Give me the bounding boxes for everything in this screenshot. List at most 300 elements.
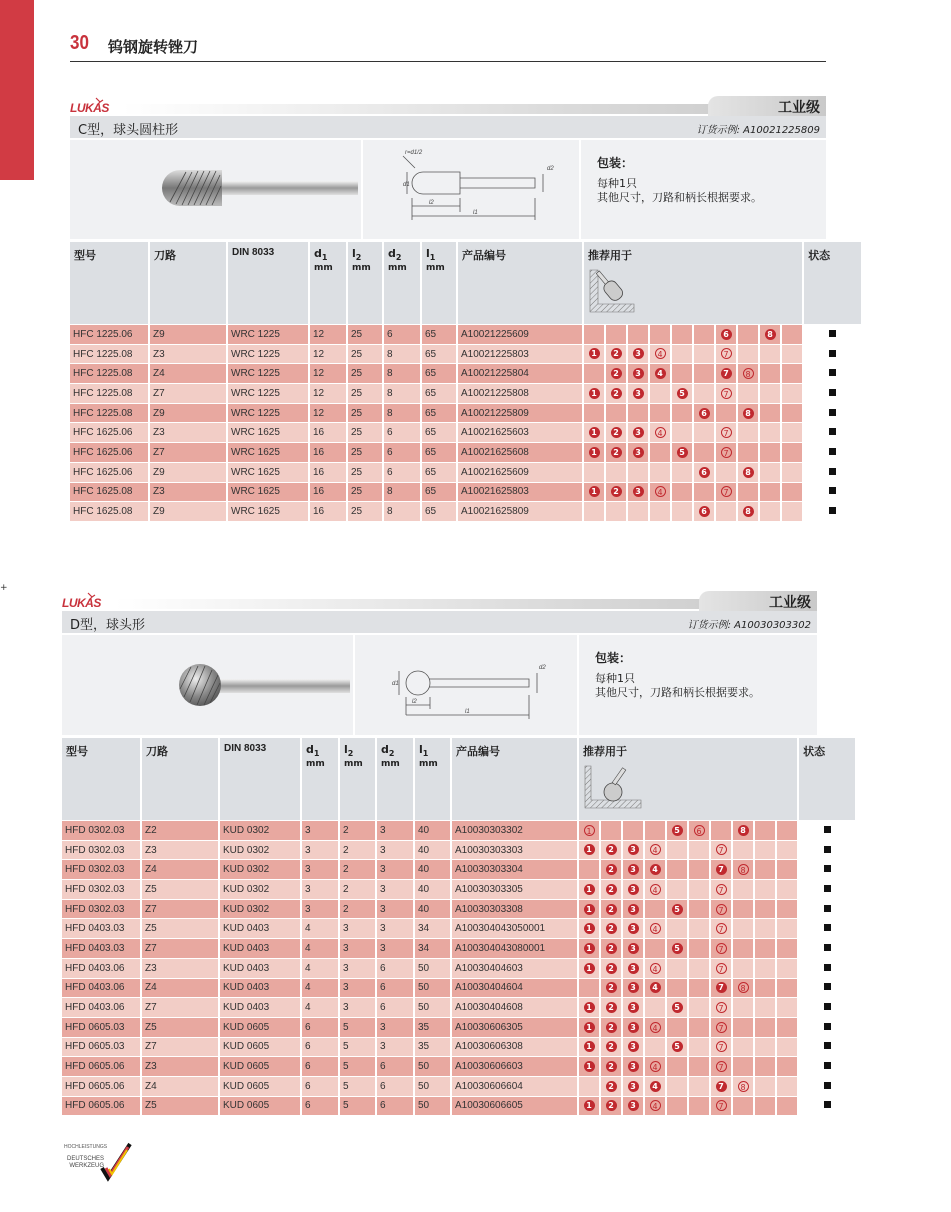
cell-d1: 4: [302, 919, 338, 938]
cell-model: HFD 0403.06: [62, 959, 140, 978]
recommend-cell: [601, 919, 621, 938]
recommend-cell: [601, 900, 621, 919]
recommend-cell: [623, 841, 643, 860]
spec-table: [60, 737, 857, 1116]
recommend-number-badge: 5: [672, 1002, 683, 1013]
cell-din: KUD 0403: [220, 959, 300, 978]
recommend-cell: [628, 384, 648, 403]
table-row: [62, 939, 855, 958]
recommend-number-badge: 8: [738, 982, 749, 993]
recommend-cell: [628, 364, 648, 383]
recommend-cell: [738, 364, 758, 383]
cell-cut: Z5: [142, 919, 218, 938]
cell-cut: Z7: [150, 384, 226, 403]
cell-product: A10021225609: [458, 325, 582, 344]
recommend-number-badge: 3: [633, 486, 644, 497]
cell-din: KUD 0403: [220, 998, 300, 1017]
recommend-number-badge: 2: [606, 884, 617, 895]
recommend-cell: [645, 939, 665, 958]
banner: [62, 591, 817, 611]
recommend-cell: [777, 1097, 797, 1116]
recommend-cell: [623, 1077, 643, 1096]
recommend-cell: [782, 404, 802, 423]
recommend-cell: [672, 345, 692, 364]
cell-d2: 8: [384, 345, 420, 364]
cell-model: HFD 0302.03: [62, 860, 140, 879]
cell-d2: 3: [377, 1018, 413, 1037]
cell-l2: 25: [348, 325, 382, 344]
recommend-cell: [782, 502, 802, 521]
cell-product: A10030303304: [452, 860, 577, 879]
cell-din: KUD 0302: [220, 841, 300, 860]
col-recommend: 推荐用于: [579, 738, 797, 820]
recommend-cell: [650, 463, 670, 482]
cell-din: WRC 1625: [228, 483, 308, 502]
cell-din: KUD 0403: [220, 939, 300, 958]
recommend-cell: [667, 959, 687, 978]
recommend-cell: [689, 821, 709, 840]
cell-l1: 50: [415, 979, 450, 998]
table-row: [70, 423, 861, 442]
recommend-number-badge: 6: [721, 329, 732, 340]
banner: [70, 96, 826, 116]
recommend-number-badge: 2: [611, 427, 622, 438]
recommend-number-badge: 3: [628, 1041, 639, 1052]
cell-din: KUD 0403: [220, 919, 300, 938]
cell-cut: Z3: [142, 841, 218, 860]
table-row: [62, 919, 855, 938]
recommend-cell: [738, 443, 758, 462]
cell-model: HFC 1625.06: [70, 423, 148, 442]
recommend-cell: [623, 1018, 643, 1037]
recommend-cell: [667, 860, 687, 879]
svg-text:l1: l1: [473, 210, 478, 216]
recommend-cell: [584, 443, 604, 462]
recommend-cell: [760, 345, 780, 364]
cell-d1: 12: [310, 345, 346, 364]
recommend-cell: [733, 860, 753, 879]
recommend-number-badge: 7: [721, 427, 732, 438]
recommend-cell: [623, 998, 643, 1017]
cell-d1: 3: [302, 880, 338, 899]
status-cell: [799, 1038, 855, 1057]
in-stock-square-icon: [824, 1101, 831, 1108]
recommend-cell: [738, 325, 758, 344]
in-stock-square-icon: [824, 865, 831, 872]
recommend-cell: [777, 1038, 797, 1057]
packaging-title: 包装：: [597, 156, 634, 170]
recommend-cell: [755, 1038, 775, 1057]
in-stock-square-icon: [824, 1003, 831, 1010]
recommend-cell: [760, 463, 780, 482]
recommend-number-badge: 1: [584, 1041, 595, 1052]
cell-product: A10021625608: [458, 443, 582, 462]
cell-d1: 3: [302, 821, 338, 840]
packaging-info: [579, 635, 817, 735]
cell-d1: 3: [302, 900, 338, 919]
cell-model: HFC 1625.06: [70, 443, 148, 462]
cell-product: A10030303303: [452, 841, 577, 860]
cell-d1: 16: [310, 502, 346, 521]
recommend-cell: [601, 860, 621, 879]
cell-d2: 3: [377, 900, 413, 919]
recommend-cell: [694, 423, 714, 442]
cell-d1: 12: [310, 364, 346, 383]
cell-model: HFD 0403.03: [62, 919, 140, 938]
red-side-tab: [0, 0, 34, 180]
recommend-cell: [716, 483, 736, 502]
recommend-number-badge: 1: [584, 1100, 595, 1111]
cell-l1: 34: [415, 939, 450, 958]
status-cell: [804, 443, 861, 462]
recommend-cell: [782, 483, 802, 502]
recommend-cell: [628, 423, 648, 442]
cell-l1: 40: [415, 821, 450, 840]
recommend-cell: [777, 1077, 797, 1096]
cell-din: KUD 0605: [220, 1018, 300, 1037]
recommend-cell: [694, 364, 714, 383]
recommend-cell: [694, 404, 714, 423]
recommend-cell: [689, 900, 709, 919]
recommend-number-badge: 2: [606, 904, 617, 915]
cell-l2: 25: [348, 384, 382, 403]
recommend-cell: [672, 423, 692, 442]
table-row: [62, 880, 855, 899]
cell-cut: Z3: [150, 345, 226, 364]
cell-model: HFD 0302.03: [62, 841, 140, 860]
cell-cut: Z4: [142, 979, 218, 998]
cell-l1: 35: [415, 1018, 450, 1037]
recommend-cell: [584, 423, 604, 442]
recommend-number-badge: 1: [589, 447, 600, 458]
cell-d1: 12: [310, 325, 346, 344]
cell-product: A100304043050001: [452, 919, 577, 938]
recommend-cell: [711, 900, 731, 919]
cell-d2: 6: [377, 1057, 413, 1076]
recommend-number-badge: 7: [721, 388, 732, 399]
cell-product: A10021625809: [458, 502, 582, 521]
recommend-cell: [601, 821, 621, 840]
cell-l2: 25: [348, 483, 382, 502]
cell-din: WRC 1225: [228, 325, 308, 344]
packaging-line-2: 其他尺寸，刀路和柄长根据要求。: [595, 686, 760, 699]
svg-text:r=d1/2: r=d1/2: [405, 150, 423, 156]
recommend-cell: [777, 1057, 797, 1076]
cell-d2: 6: [377, 1077, 413, 1096]
cell-din: WRC 1225: [228, 345, 308, 364]
in-stock-square-icon: [829, 428, 836, 435]
recommend-cell: [738, 463, 758, 482]
recommend-number-badge: 3: [628, 1022, 639, 1033]
recommend-cell: [738, 384, 758, 403]
cell-l1: 40: [415, 880, 450, 899]
cell-l1: 40: [415, 900, 450, 919]
status-cell: [799, 1018, 855, 1037]
cell-cut: Z3: [150, 423, 226, 442]
recommend-number-badge: 3: [628, 1002, 639, 1013]
recommend-cell: [650, 404, 670, 423]
recommend-cell: [716, 463, 736, 482]
order-example: 订货示例: A10021225809: [696, 125, 820, 136]
recommend-cell: [650, 502, 670, 521]
recommend-number-badge: 8: [738, 1081, 749, 1092]
recommend-cell: [755, 880, 775, 899]
recommend-cell: [667, 1038, 687, 1057]
cell-cut: Z5: [142, 1018, 218, 1037]
footer-logo-small: HOCHLEISTUNGS: [64, 1144, 108, 1150]
cell-din: KUD 0605: [220, 1077, 300, 1096]
recommend-cell: [606, 423, 626, 442]
cell-l1: 40: [415, 841, 450, 860]
cell-din: KUD 0302: [220, 821, 300, 840]
recommend-number-badge: 2: [606, 963, 617, 974]
cell-d2: 3: [377, 841, 413, 860]
status-cell: [804, 325, 861, 344]
recommend-number-badge: 4: [650, 982, 661, 993]
cell-l2: 3: [340, 979, 375, 998]
recommend-number-badge: 3: [633, 388, 644, 399]
packaging-title: 包装：: [595, 651, 632, 665]
cell-d1: 16: [310, 443, 346, 462]
recommend-number-badge: 7: [721, 368, 732, 379]
recommend-number-badge: 6: [699, 506, 710, 517]
col-l1: $l_1$ mm: [415, 738, 450, 820]
status-cell: [799, 1057, 855, 1076]
cell-l1: 50: [415, 1077, 450, 1096]
recommend-number-badge: 7: [716, 1022, 727, 1033]
recommend-number-badge: 7: [716, 844, 727, 855]
grade-label: 工业级: [778, 100, 820, 116]
packaging-line-1: 每种1只: [597, 177, 637, 190]
status-cell: [804, 384, 861, 403]
cell-din: WRC 1225: [228, 404, 308, 423]
lukas-logo: [70, 96, 118, 116]
recommend-number-badge: 1: [584, 884, 595, 895]
recommend-number-badge: 1: [589, 486, 600, 497]
grade-tab: [699, 591, 817, 611]
table-row: [70, 384, 861, 403]
recommend-cell: [672, 404, 692, 423]
recommend-cell: [733, 880, 753, 899]
recommend-cell: [777, 1018, 797, 1037]
cell-l2: 5: [340, 1018, 375, 1037]
table-row: [70, 404, 861, 423]
cell-d1: 3: [302, 841, 338, 860]
recommend-cell: [777, 998, 797, 1017]
recommend-cell: [650, 483, 670, 502]
status-cell: [799, 900, 855, 919]
cell-d1: 12: [310, 404, 346, 423]
cell-product: A10021625609: [458, 463, 582, 482]
recommend-cell: [645, 1097, 665, 1116]
cell-l2: 3: [340, 939, 375, 958]
table-row: [70, 463, 861, 482]
recommend-number-badge: 2: [606, 1061, 617, 1072]
cell-product: A10030606308: [452, 1038, 577, 1057]
table-row: [70, 502, 861, 521]
cell-cut: Z2: [142, 821, 218, 840]
cell-l1: 50: [415, 959, 450, 978]
cell-d2: 6: [377, 1097, 413, 1116]
cell-model: HFC 1625.08: [70, 502, 148, 521]
recommend-number-badge: 3: [628, 963, 639, 974]
in-stock-square-icon: [824, 944, 831, 951]
recommend-cell: [733, 1077, 753, 1096]
recommend-cell: [689, 998, 709, 1017]
recommend-cell: [755, 919, 775, 938]
recommend-number-badge: 2: [606, 1100, 617, 1111]
cell-product: A10030404604: [452, 979, 577, 998]
recommend-cell: [689, 959, 709, 978]
in-stock-square-icon: [824, 885, 831, 892]
recommend-number-badge: 5: [677, 388, 688, 399]
cell-din: WRC 1225: [228, 384, 308, 403]
cell-product: A10030606605: [452, 1097, 577, 1116]
recommend-number-badge: 3: [628, 1061, 639, 1072]
table-row: [62, 1097, 855, 1116]
recommend-cell: [711, 998, 731, 1017]
cell-cut: Z4: [142, 1077, 218, 1096]
recommend-cell: [755, 841, 775, 860]
cell-cut: Z7: [142, 998, 218, 1017]
recommend-cell: [650, 443, 670, 462]
cell-din: WRC 1225: [228, 364, 308, 383]
cell-l2: 3: [340, 959, 375, 978]
recommend-cell: [716, 325, 736, 344]
recommend-cell: [711, 939, 731, 958]
recommend-cell: [760, 423, 780, 442]
recommend-number-badge: 1: [584, 943, 595, 954]
recommend-cell: [584, 325, 604, 344]
recommend-cell: [694, 483, 714, 502]
recommend-cell: [733, 1097, 753, 1116]
cell-d2: 3: [377, 919, 413, 938]
cell-product: A10021225803: [458, 345, 582, 364]
recommend-cell: [579, 1077, 599, 1096]
recommend-number-badge: 1: [584, 1061, 595, 1072]
burr-cylinder-photo-icon: [70, 140, 361, 239]
recommend-number-badge: 7: [721, 486, 732, 497]
in-stock-square-icon: [824, 1082, 831, 1089]
recommend-cell: [579, 1038, 599, 1057]
recommend-cell: [601, 998, 621, 1017]
recommend-cell: [716, 423, 736, 442]
footer-logo: [64, 1140, 136, 1184]
cell-product: A10030404608: [452, 998, 577, 1017]
recommend-number-badge: 5: [677, 447, 688, 458]
col-d2: $d_2$ mm: [377, 738, 413, 820]
recommend-number-badge: 7: [716, 1002, 727, 1013]
cell-cut: Z7: [142, 1038, 218, 1057]
recommend-cell: [601, 1018, 621, 1037]
cell-product: A10030606603: [452, 1057, 577, 1076]
cell-model: HFC 1225.08: [70, 384, 148, 403]
recommend-number-badge: 7: [716, 1041, 727, 1052]
recommend-cell: [672, 364, 692, 383]
recommend-cell: [782, 325, 802, 344]
cell-model: HFD 0605.03: [62, 1038, 140, 1057]
cell-product: A10030404603: [452, 959, 577, 978]
cell-d2: 3: [377, 821, 413, 840]
table-row: [62, 1038, 855, 1057]
recommend-cell: [733, 1057, 753, 1076]
cell-d2: 3: [377, 1038, 413, 1057]
recommend-cell: [760, 483, 780, 502]
recommend-cell: [733, 1018, 753, 1037]
recommend-number-badge: 3: [633, 427, 644, 438]
status-cell: [799, 919, 855, 938]
status-cell: [799, 880, 855, 899]
status-cell: [799, 821, 855, 840]
cell-d1: 16: [310, 423, 346, 442]
product-photo: [70, 140, 361, 239]
recommend-cell: [667, 919, 687, 938]
recommend-cell: [645, 1038, 665, 1057]
recommend-cell: [623, 880, 643, 899]
recommend-cell: [667, 1057, 687, 1076]
recommend-cell: [579, 1057, 599, 1076]
cell-cut: Z9: [150, 325, 226, 344]
recommend-cell: [689, 841, 709, 860]
cell-l2: 5: [340, 1097, 375, 1116]
recommend-number-badge: 4: [650, 884, 661, 895]
recommend-cell: [584, 463, 604, 482]
svg-text:d1: d1: [403, 182, 410, 188]
cell-model: HFC 1225.08: [70, 404, 148, 423]
crosshair-mark: +: [0, 583, 8, 593]
recommend-cell: [623, 860, 643, 879]
recommend-number-badge: 7: [716, 923, 727, 934]
cell-cut: Z5: [142, 1097, 218, 1116]
recommend-cell: [667, 900, 687, 919]
col-status: 状态: [799, 738, 855, 820]
recommend-cell: [584, 502, 604, 521]
in-stock-square-icon: [829, 330, 836, 337]
recommend-cell: [689, 919, 709, 938]
cell-d1: 6: [302, 1057, 338, 1076]
cell-l1: 65: [422, 463, 456, 482]
cell-d2: 6: [384, 325, 420, 344]
cell-l1: 50: [415, 1097, 450, 1116]
cell-cut: Z3: [142, 1057, 218, 1076]
recommend-cell: [716, 502, 736, 521]
recommend-number-badge: 4: [650, 1100, 661, 1111]
recommend-number-badge: 4: [655, 427, 666, 438]
logo-text: LUKAS: [62, 596, 101, 610]
recommend-number-badge: 2: [606, 943, 617, 954]
recommend-cell: [760, 443, 780, 462]
recommend-cell: [782, 423, 802, 442]
recommend-cell: [650, 325, 670, 344]
recommend-cell: [606, 483, 626, 502]
recommend-cell: [777, 880, 797, 899]
status-cell: [804, 423, 861, 442]
recommend-cell: [689, 860, 709, 879]
recommend-cell: [645, 1057, 665, 1076]
cell-din: KUD 0605: [220, 1038, 300, 1057]
recommend-number-badge: 2: [611, 348, 622, 359]
cell-l2: 5: [340, 1038, 375, 1057]
cell-d1: 6: [302, 1018, 338, 1037]
recommend-cell: [601, 959, 621, 978]
logo-text: LUKAS: [70, 101, 109, 115]
recommend-cell: [716, 384, 736, 403]
recommend-number-badge: 2: [606, 1081, 617, 1092]
table-row: [62, 841, 855, 860]
in-stock-square-icon: [824, 846, 831, 853]
recommend-number-badge: 7: [716, 943, 727, 954]
recommend-cell: [782, 443, 802, 462]
